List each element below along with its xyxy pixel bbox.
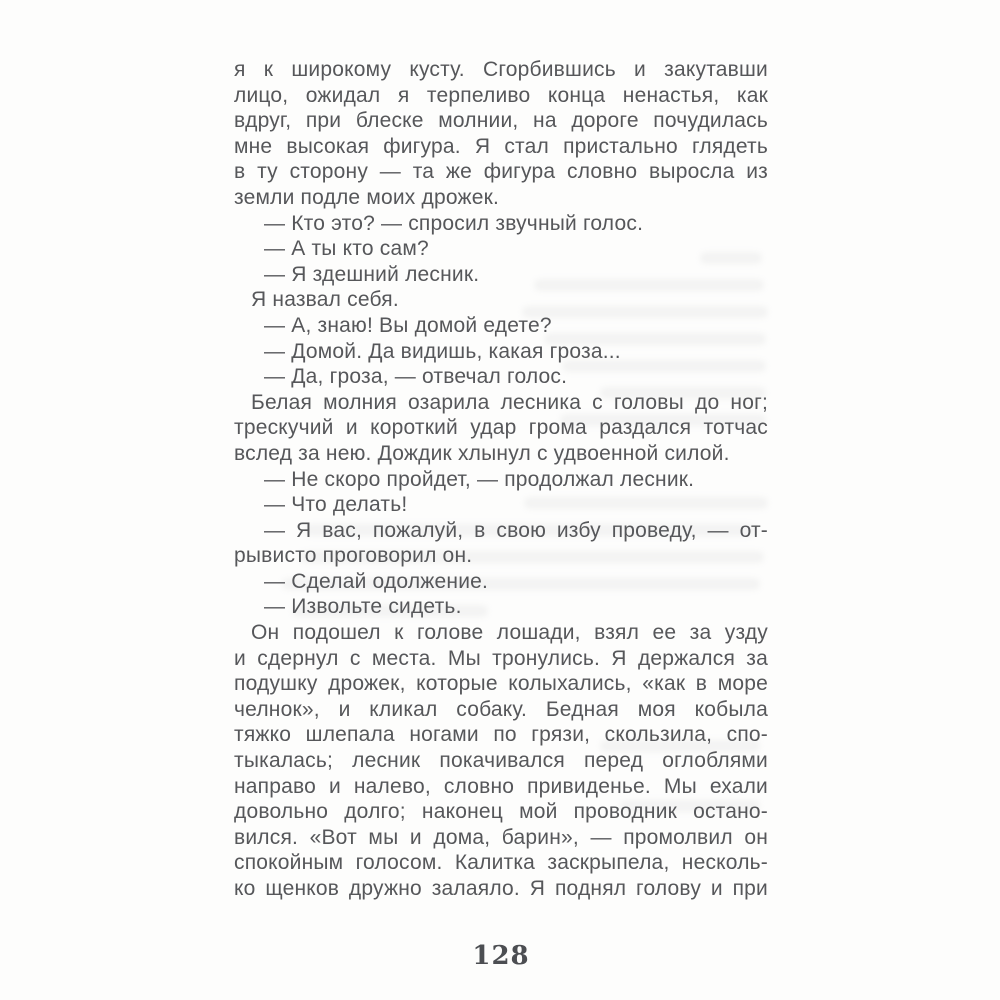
text-line: — Я вас, пожалуй, в свою избу проведу, — от-	[264, 518, 768, 542]
text-line: рывисто проговорил он.	[234, 544, 473, 568]
text-line: челнок», и кликал собаку. Бедная моя кобыла	[234, 697, 768, 721]
text-line: тяжко шлепала ногами по грязи, скользила, спо-	[234, 723, 768, 747]
text-line: тыкалась; лесник покачивался перед оглоблями	[234, 749, 768, 773]
text-line: направо и налево, словно привиденье. Мы ехали	[234, 774, 768, 798]
text-line: в ту сторону — та же фигура словно выросла из	[234, 160, 768, 184]
text-line: я к широкому кусту. Сгорбившись и закутавши	[234, 58, 768, 81]
text-line: мне высокая фигура. Я стал пристально глядеть	[234, 134, 768, 158]
text-line: подушку дрожек, которые колыхались, «как в море	[234, 672, 768, 696]
text-line: — Извольте сидеть.	[264, 595, 462, 619]
text-line: — А ты кто сам?	[264, 237, 429, 261]
text-line: — А, знаю! Вы домой едете?	[264, 313, 552, 337]
text-line: — Да, гроза, — отвечал голос.	[264, 365, 568, 389]
page-text	[234, 57, 768, 902]
text-line: — Я здешний лесник.	[264, 262, 480, 286]
text-line: вслед за нею. Дождик хлынул с удвоенной силой.	[234, 441, 730, 465]
text-line: — Сделай одолжение.	[264, 569, 489, 593]
text-line: Я назвал себя.	[251, 288, 399, 312]
text-line: лицо, ожидал я терпеливо конца ненастья, как	[234, 83, 768, 107]
text-line: ко щенков дружно залаяло. Я поднял голову и при	[234, 877, 768, 900]
text-line: трескучий и короткий удар грома раздался тотчас	[234, 416, 768, 440]
text-line: земли подле моих дрожек.	[234, 185, 500, 209]
text-line: вился. «Вот мы и дома, барин», — промолвил он	[234, 825, 768, 849]
text-line: спокойным голосом. Калитка заскрыпела, несколь-	[234, 851, 768, 875]
text-line: и сдернул с места. Мы тронулись. Я держался за	[234, 646, 768, 670]
text-line: — Что делать!	[264, 493, 408, 517]
text-line: — Домой. Да видишь, какая гроза...	[264, 339, 621, 363]
text-line: Он подошел к голове лошади, взял ее за узду	[251, 621, 768, 645]
text-line: довольно долго; наконец мой проводник остано-	[234, 800, 768, 824]
text-line: — Кто это? — спросил звучный голос.	[264, 211, 644, 235]
text-line: — Не скоро пройдет, — продолжал лесник.	[264, 467, 695, 491]
page-number: 128	[472, 941, 530, 971]
text-line: Белая молния озарила лесника с головы до ног;	[251, 390, 768, 414]
text-line: вдруг, при блеске молнии, на дороге почудилась	[234, 109, 768, 133]
